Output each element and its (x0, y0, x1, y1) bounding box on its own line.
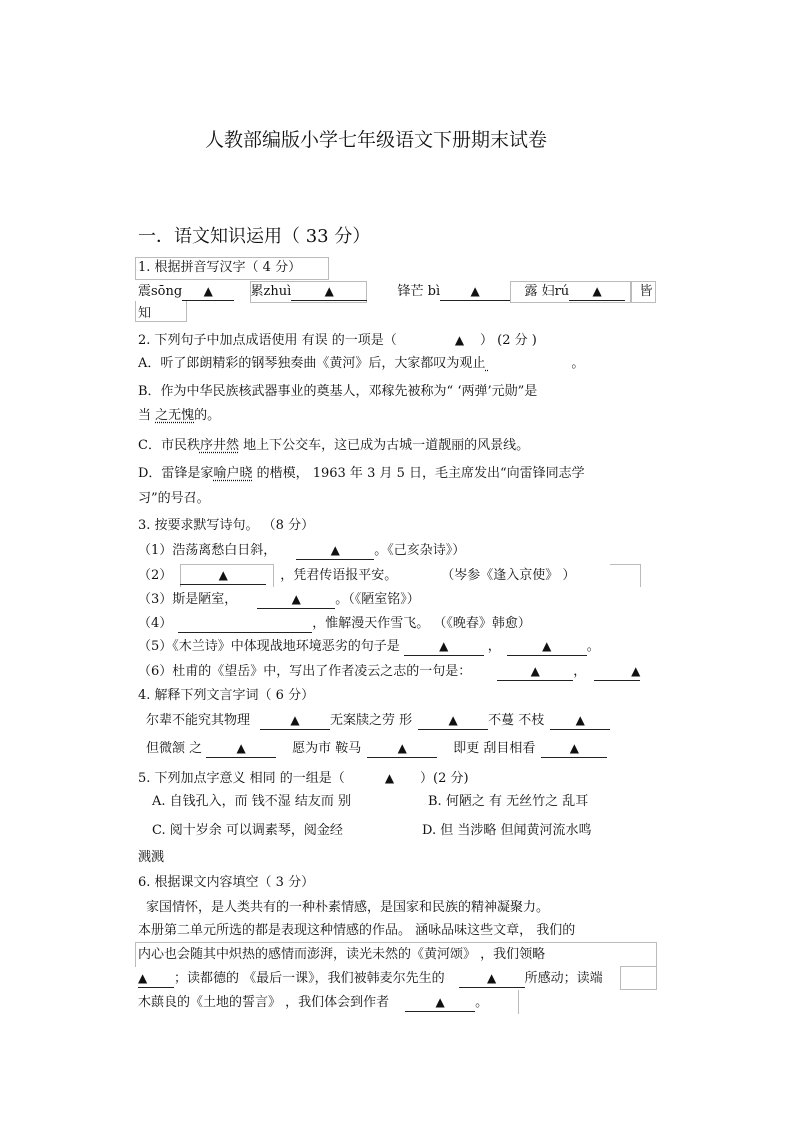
pinyin-item: 震sōng (138, 284, 183, 299)
answer-blank[interactable] (291, 283, 367, 301)
q5-option-a: A. 自钱孔入，而 钱不湿 结友而 别 (152, 794, 352, 809)
q2-b-pre: 当 (138, 408, 156, 423)
q2-option-d-line1 (138, 465, 585, 483)
pinyin-item: 锋芒 bì (397, 284, 441, 299)
triangle-marker: ▲ (448, 713, 458, 727)
triangle-marker: ▲ (397, 741, 407, 755)
q5-option-c: C. 阅十岁余 可以调素琴，阅金经 (152, 823, 343, 838)
q3-line-4 (138, 615, 531, 633)
frame-box (610, 564, 641, 587)
q3-l4-pre: （4） (138, 616, 173, 631)
q3-line-3 (138, 591, 420, 609)
answer-blank[interactable] (440, 283, 510, 301)
q3-l3-pre: （3）斯是陋室， (138, 592, 238, 607)
answer-blank[interactable] (594, 663, 640, 681)
q2-option-a-text: A．听了郎朗精彩的钢琴独奏曲《黄河》后，大家都叹为观止 (138, 356, 486, 371)
question-1-heading: 1. 根据拼音写汉字（ 4 分） (138, 260, 302, 275)
triangle-marker: ▲ (203, 284, 213, 298)
answer-blank[interactable] (418, 712, 488, 730)
answer-blank[interactable] (260, 712, 330, 730)
q1-row (138, 283, 652, 301)
q4-word: 但微颔 之 (146, 741, 203, 756)
frame-box (620, 966, 657, 990)
q2-d-post: 的楷模， 1963 年 3 月 5 日，毛主席发出“向雷锋同志学 (252, 466, 585, 481)
triangle-marker: ▲ (324, 284, 334, 298)
answer-blank[interactable] (497, 663, 573, 681)
q4-row-2 (146, 740, 607, 758)
q3-line-5 (138, 638, 600, 656)
q2-score: ） (2 分 ) (480, 333, 537, 348)
q6-paragraph-line-3: 内心也会随其中炽热的感情而澎湃，读光未然的《黄河颂》 ，我们领略 (138, 947, 546, 962)
question-6-heading: 6. 根据课文内容填空（ 3 分） (138, 875, 315, 890)
q6-line4-end: 所感动；读端 (524, 971, 603, 986)
document-title: 人教部编版小学七年级语文下册期末试卷 (205, 129, 548, 151)
triangle-marker: ▲ (439, 639, 449, 653)
answer-blank[interactable] (405, 994, 475, 1012)
q3-l3-post: 。（《陋室铭》） (335, 592, 420, 607)
q5-option-d: D. 但 当涉略 但闻黄河流水鸣 (422, 823, 592, 838)
q3-l6-pre: （6）杜甫的《望岳》中，写出了作者凌云之志的一句是： (138, 664, 472, 679)
q4-word: 不蔓 不枝 (488, 713, 545, 728)
dotted-idiom: 序井然 (199, 438, 239, 453)
triangle-marker: ▲ (575, 713, 585, 727)
q3-l6-sep: ， (573, 664, 587, 679)
triangle-marker: ▲ (384, 771, 395, 785)
answer-blank[interactable] (550, 712, 610, 730)
q3-l4-post: ，惟解漫天作雪飞。 （《晚春》韩愈） (312, 616, 531, 631)
triangle-marker: ▲ (236, 741, 246, 755)
q6-paragraph-line-5 (138, 994, 488, 1012)
triangle-marker: ▲ (487, 971, 497, 985)
q3-l2-pre: （2） (138, 568, 173, 583)
answer-blank[interactable] (404, 638, 484, 656)
q2-b-post: 的。 (194, 408, 221, 423)
pinyin-item: 露 妇rú (524, 284, 570, 299)
q6-line5-end: 。 (475, 995, 489, 1010)
answer-blank[interactable] (182, 283, 234, 301)
q6-line4-text: ；读都德的 《最后一课》，我们被韩麦尔先生的 (174, 971, 445, 986)
triangle-marker: ▲ (454, 333, 465, 347)
q3-l2-source: （岑参《逢入京使》 ） (441, 568, 576, 583)
q3-line-1 (138, 542, 465, 560)
answer-blank[interactable] (296, 542, 374, 560)
answer-blank[interactable] (206, 740, 276, 758)
q3-l1-post: 。《己亥杂诗》） (374, 543, 466, 558)
q2-option-a-end: 。 (571, 356, 585, 371)
triangle-marker: ▲ (631, 664, 641, 678)
section-heading: 一．语文知识运用（ 33 分） (138, 226, 371, 247)
frame-box (518, 990, 520, 1014)
triangle-marker: ▲ (542, 639, 552, 653)
triangle-marker: ▲ (435, 995, 445, 1009)
question-3-heading: 3. 按要求默写诗句。 （8 分） (138, 518, 315, 533)
q2-option-b-line2 (138, 407, 220, 425)
answer-blank[interactable] (180, 567, 266, 585)
answer-blank[interactable] (507, 638, 587, 656)
triangle-marker: ▲ (218, 568, 228, 582)
q3-line-2 (138, 567, 575, 585)
question-5-heading (138, 769, 469, 788)
triangle-marker: ▲ (291, 592, 301, 606)
triangle-marker: ▲ (569, 741, 580, 755)
q2-option-b-line1: B．作为中华民族核武器事业的奠基人，邓稼先被称为“ ‘两弹’元勋”是 (138, 384, 538, 399)
q2-option-d-line2: 习”的号召。 (138, 491, 210, 506)
answer-blank[interactable] (138, 970, 174, 988)
triangle-marker: ▲ (138, 971, 148, 985)
q2-head-text: 2. 下列句子中加点成语使用 有误 的一项是（ (138, 333, 397, 348)
pinyin-item-tail-2: 知 (138, 306, 152, 321)
triangle-marker: ▲ (592, 284, 602, 298)
triangle-marker: ▲ (470, 284, 480, 298)
q3-l2-post: ，凭君传语报平安。 (280, 568, 398, 583)
answer-blank[interactable] (178, 632, 312, 633)
dotted-idiom: 喻户晓 (213, 466, 253, 481)
q6-paragraph-line-4 (138, 970, 603, 988)
q6-line5-text: 木蕻良的《土地的誓言》 ，我们体会到作者 (138, 995, 390, 1010)
q4-word: 无案牍之劳 形 (330, 713, 413, 728)
q3-l5-sep: ， (487, 639, 501, 654)
q5-score: ）(2 分) (420, 771, 469, 786)
q4-word: 尔辈不能究其物理 (146, 713, 251, 728)
q5-option-d-cont: 溅溅 (138, 850, 165, 865)
q2-d-pre: D．雷锋是家 (138, 466, 214, 481)
q5-option-b: B. 何陋之 有 无丝竹之 乱耳 (428, 794, 589, 809)
q4-word: 即更 刮目相看 (453, 741, 536, 756)
q6-paragraph-line-1: 家国情怀，是人类共有的一种朴素情感，是国家和民族的精神凝聚力。 (146, 900, 550, 915)
answer-blank[interactable] (541, 740, 607, 758)
q2-c-post: 地上下公交车，这已成为古城一道靓丽的风景线。 (238, 438, 530, 453)
question-2-heading (138, 331, 537, 350)
q6-paragraph-line-2: 本册第二单元所选的都是表现这种情感的作品。 涵咏品味这些文章， 我们的 (138, 923, 576, 938)
triangle-marker: ▲ (290, 713, 300, 727)
q4-row-1 (146, 712, 610, 730)
q5-head-text: 5. 下列加点字意义 相同 的一组是（ (138, 771, 345, 786)
q2-c-pre: C．市民秩 (138, 438, 200, 453)
answer-blank[interactable] (367, 740, 437, 758)
answer-blank[interactable] (257, 591, 335, 609)
pinyin-item: 累zhuì (250, 284, 292, 299)
dotted-idiom: 之无愧 (155, 408, 195, 423)
q3-l1-pre: （1）浩荡离愁白日斜， (138, 543, 277, 558)
q3-line-6 (138, 663, 640, 681)
triangle-marker: ▲ (330, 543, 340, 557)
question-4-heading: 4. 解释下列文言字词（ 6 分） (138, 688, 315, 703)
pinyin-item-tail: 皆 (639, 284, 653, 299)
triangle-marker: ▲ (530, 664, 540, 678)
q3-l5-end: 。 (586, 639, 600, 654)
answer-blank[interactable] (569, 283, 625, 301)
q4-word: 愿为市 鞍马 (292, 741, 362, 756)
answer-blank[interactable] (459, 970, 525, 988)
q3-l5-pre: （5）《木兰诗》中体现战地环境恶劣的句子是 (138, 639, 400, 654)
q2-option-a (138, 355, 584, 373)
q2-option-c (138, 437, 529, 455)
